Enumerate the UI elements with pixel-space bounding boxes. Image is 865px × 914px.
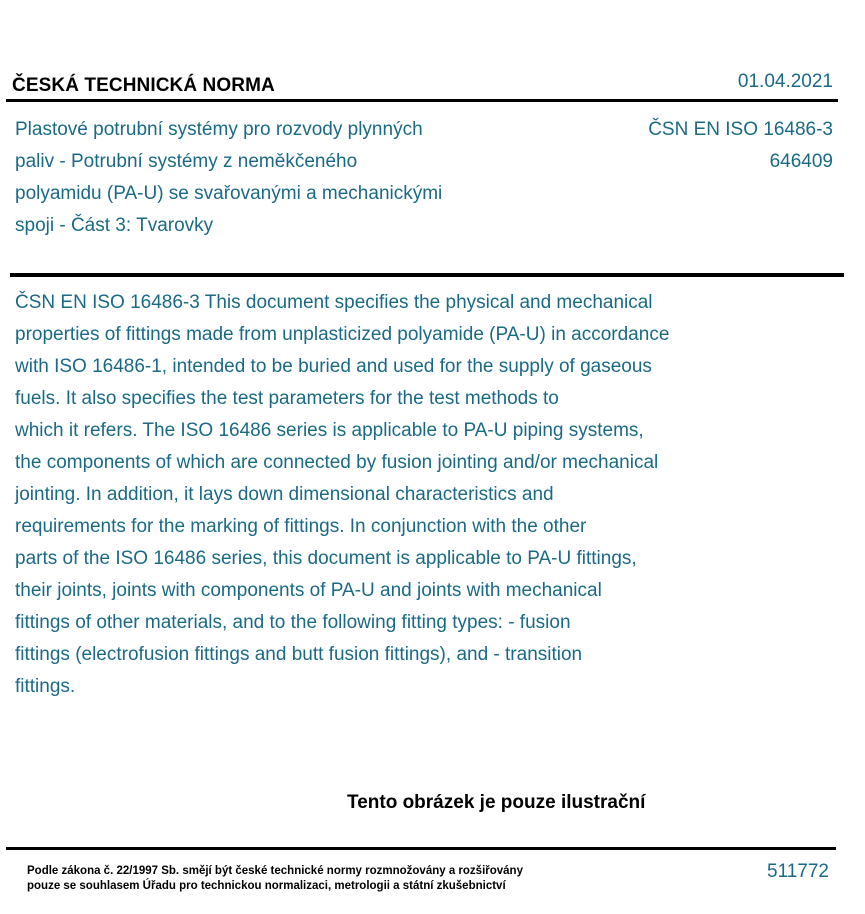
document-title-line: Plastové potrubní systémy pro rozvody plynných xyxy=(15,119,423,140)
abstract-line: fittings (electrofusion fittings and butt fusion fittings), and - transition xyxy=(15,644,583,665)
abstract-line: requirements for the marking of fittings. In conjunction with the other xyxy=(15,516,587,537)
abstract-line: fittings. xyxy=(15,676,76,697)
header-title: ČESKÁ TECHNICKÁ NORMA xyxy=(12,75,275,96)
class-code: 646409 xyxy=(769,151,833,172)
document-identifiers xyxy=(648,114,833,178)
legal-notice xyxy=(27,864,523,894)
header-divider xyxy=(6,99,838,102)
abstract-line: jointing. In addition, it lays down dimensional characteristics and xyxy=(15,484,554,505)
abstract-line: ČSN EN ISO 16486-3 This document specifies the physical and mechanical xyxy=(15,292,653,313)
abstract-line: properties of fittings made from unplasticized polyamide (PA-U) in accordance xyxy=(15,324,670,345)
legal-notice-line: Podle zákona č. 22/1997 Sb. smějí být české technické normy rozmnožovány a rozšiřovány xyxy=(27,865,523,877)
document-title xyxy=(15,114,515,242)
abstract-line: fuels. It also specifies the test parameters for the test methods to xyxy=(15,388,559,409)
abstract-line: fittings of other materials, and to the following fitting types: - fusion xyxy=(15,612,571,633)
standard-id: ČSN EN ISO 16486-3 xyxy=(648,119,833,140)
abstract-line: with ISO 16486-1, intended to be buried and used for the supply of gaseous xyxy=(15,356,652,377)
document-title-line: paliv - Potrubní systémy z neměkčeného xyxy=(15,151,358,172)
document-title-line: spoji - Část 3: Tvarovky xyxy=(15,215,214,236)
abstract-line: parts of the ISO 16486 series, this document is applicable to PA-U fittings, xyxy=(15,548,637,569)
footer-divider xyxy=(6,847,836,850)
abstract-line: which it refers. The ISO 16486 series is applicable to PA-U piping systems, xyxy=(15,420,644,441)
legal-notice-line: pouze se souhlasem Úřadu pro technickou normalizaci, metrologii a státní zkušebnictví xyxy=(27,880,506,892)
abstract-line: their joints, joints with components of PA-U and joints with mechanical xyxy=(15,580,602,601)
abstract xyxy=(15,287,775,703)
publication-date: 01.04.2021 xyxy=(737,71,833,92)
document-title-line: polyamidu (PA-U) se svařovanými a mechanickými xyxy=(15,183,443,204)
section-divider xyxy=(10,273,844,277)
catalog-number: 511772 xyxy=(767,861,829,882)
abstract-line: the components of which are connected by fusion jointing and/or mechanical xyxy=(15,452,659,473)
illustration-note: Tento obrázek je pouze ilustrační xyxy=(347,792,646,813)
